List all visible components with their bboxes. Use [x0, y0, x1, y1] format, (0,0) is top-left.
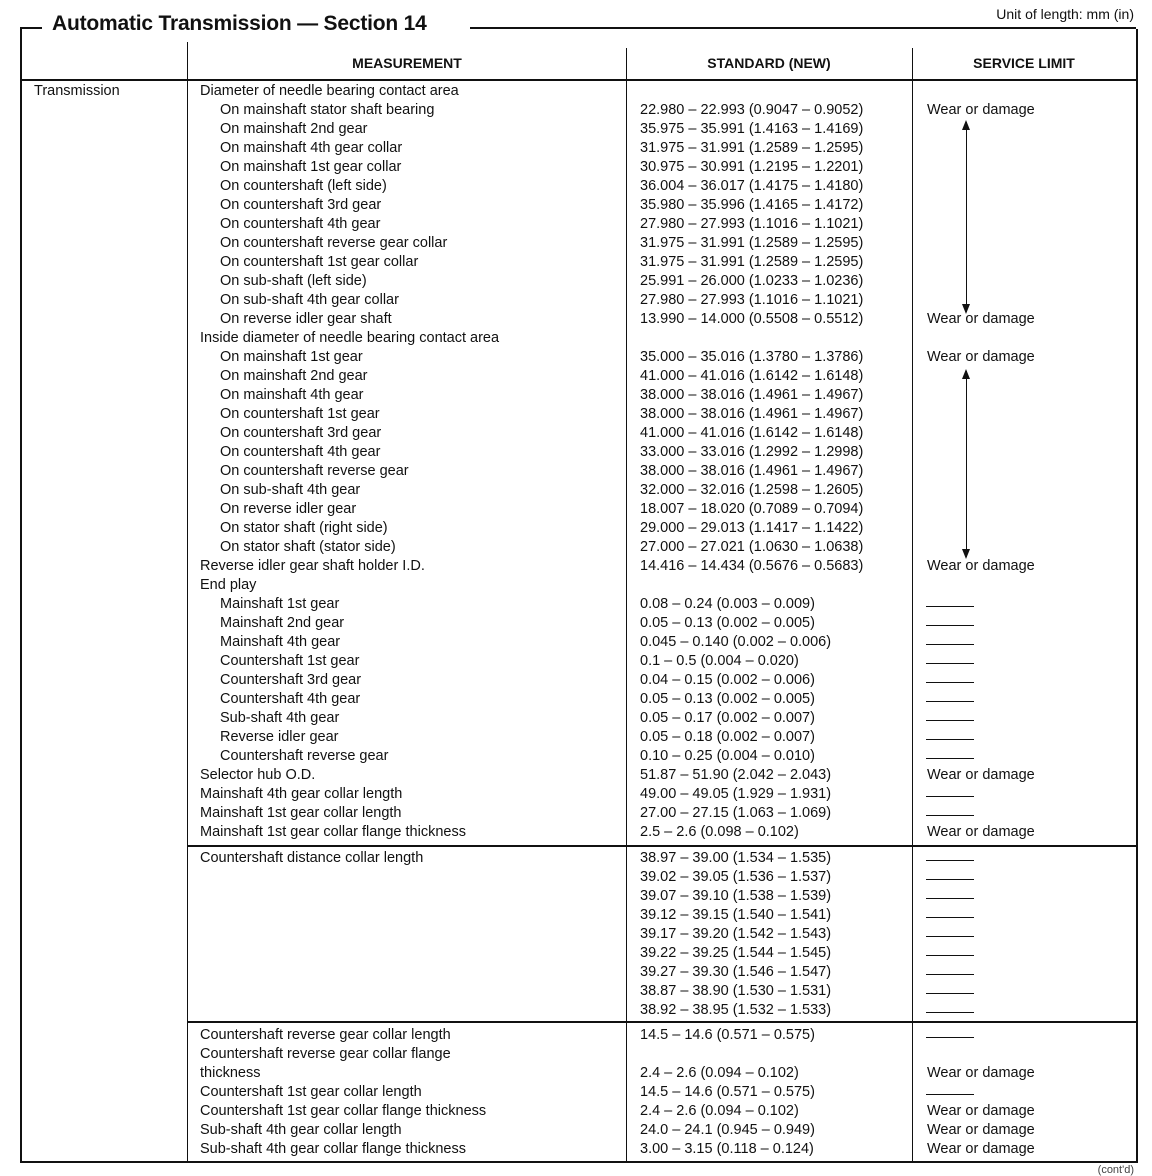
measurement-label: On countershaft (left side) — [220, 178, 387, 194]
standard-value: 51.87 – 51.90 (2.042 – 2.043) — [640, 767, 832, 783]
range-arrow-icon — [966, 371, 967, 557]
measurement-label: Countershaft reverse gear collar flange — [200, 1046, 451, 1062]
service-limit-value: Wear or damage — [927, 1103, 1035, 1119]
measurement-label: On countershaft reverse gear collar — [220, 235, 448, 251]
standard-value: 27.00 – 27.15 (1.063 – 1.069) — [640, 805, 832, 821]
no-limit-dash-icon — [926, 1012, 974, 1013]
standard-value: 38.87 – 38.90 (1.530 – 1.531) — [640, 983, 832, 999]
header-rule — [20, 79, 1136, 81]
measurement-label: Mainshaft 4th gear collar length — [200, 786, 403, 802]
range-arrow-icon — [966, 122, 967, 312]
measurement-label: Countershaft distance collar length — [200, 850, 424, 866]
measurement-label: On sub-shaft 4th gear collar — [220, 292, 399, 308]
column-divider-3 — [912, 48, 913, 1161]
standard-value: 31.975 – 31.991 (1.2589 – 1.2595) — [640, 235, 864, 251]
measurement-label: thickness — [200, 1065, 261, 1081]
column-header-measurement: MEASUREMENT — [352, 55, 462, 71]
measurement-label: On countershaft reverse gear — [220, 463, 409, 479]
no-limit-dash-icon — [926, 644, 974, 645]
measurement-label: On stator shaft (right side) — [220, 520, 388, 536]
measurement-label: Sub-shaft 4th gear — [220, 710, 340, 726]
measurement-label: Countershaft reverse gear collar length — [200, 1027, 451, 1043]
standard-value: 18.007 – 18.020 (0.7089 – 0.7094) — [640, 501, 864, 517]
standard-value: 39.02 – 39.05 (1.536 – 1.537) — [640, 869, 832, 885]
measurement-label: Countershaft 4th gear — [220, 691, 361, 707]
measurement-label: Mainshaft 4th gear — [220, 634, 341, 650]
measurement-label: On mainshaft 1st gear collar — [220, 159, 402, 175]
no-limit-dash-icon — [926, 625, 974, 626]
no-limit-dash-icon — [926, 993, 974, 994]
measurement-label: Selector hub O.D. — [200, 767, 316, 783]
measurement-label: Reverse idler gear — [220, 729, 339, 745]
measurement-label: Reverse idler gear shaft holder I.D. — [200, 558, 425, 574]
measurement-label: On mainshaft 1st gear — [220, 349, 363, 365]
no-limit-dash-icon — [926, 974, 974, 975]
standard-value: 0.04 – 0.15 (0.002 – 0.006) — [640, 672, 815, 688]
category-label: Transmission — [34, 83, 120, 99]
group-rule-1 — [187, 845, 1136, 847]
standard-value: 38.000 – 38.016 (1.4961 – 1.4967) — [640, 406, 864, 422]
service-limit-value: Wear or damage — [927, 1122, 1035, 1138]
column-divider-1 — [187, 42, 188, 1161]
no-limit-dash-icon — [926, 701, 974, 702]
no-limit-dash-icon — [926, 879, 974, 880]
standard-value: 41.000 – 41.016 (1.6142 – 1.6148) — [640, 368, 864, 384]
no-limit-dash-icon — [926, 1094, 974, 1095]
standard-value: 22.980 – 22.993 (0.9047 – 0.9052) — [640, 102, 864, 118]
standard-value: 25.991 – 26.000 (1.0233 – 1.0236) — [640, 273, 864, 289]
standard-value: 2.4 – 2.6 (0.094 – 0.102) — [640, 1103, 799, 1119]
no-limit-dash-icon — [926, 720, 974, 721]
standard-value: 0.1 – 0.5 (0.004 – 0.020) — [640, 653, 799, 669]
measurement-label: On countershaft 4th gear — [220, 444, 381, 460]
measurement-label: On countershaft 3rd gear — [220, 197, 382, 213]
measurement-label: Countershaft 1st gear collar length — [200, 1084, 422, 1100]
measurement-label: On reverse idler gear shaft — [220, 311, 392, 327]
measurement-label: Sub-shaft 4th gear collar length — [200, 1122, 402, 1138]
no-limit-dash-icon — [926, 796, 974, 797]
standard-value: 39.12 – 39.15 (1.540 – 1.541) — [640, 907, 832, 923]
standard-value: 35.980 – 35.996 (1.4165 – 1.4172) — [640, 197, 864, 213]
measurement-label: On countershaft 1st gear collar — [220, 254, 419, 270]
standard-value: 32.000 – 32.016 (1.2598 – 1.2605) — [640, 482, 864, 498]
standard-value: 36.004 – 36.017 (1.4175 – 1.4180) — [640, 178, 864, 194]
measurement-label: Sub-shaft 4th gear collar flange thickness — [200, 1141, 466, 1157]
service-limit-value: Wear or damage — [927, 1141, 1035, 1157]
standard-value: 38.92 – 38.95 (1.532 – 1.533) — [640, 1002, 832, 1018]
standard-value: 38.000 – 38.016 (1.4961 – 1.4967) — [640, 387, 864, 403]
measurement-label: On sub-shaft 4th gear — [220, 482, 361, 498]
standard-value: 2.4 – 2.6 (0.094 – 0.102) — [640, 1065, 799, 1081]
standard-value: 35.000 – 35.016 (1.3780 – 1.3786) — [640, 349, 864, 365]
no-limit-dash-icon — [926, 606, 974, 607]
measurement-label: End play — [200, 577, 257, 593]
standard-value: 0.08 – 0.24 (0.003 – 0.009) — [640, 596, 815, 612]
standard-value: 49.00 – 49.05 (1.929 – 1.931) — [640, 786, 832, 802]
standard-value: 0.05 – 0.17 (0.002 – 0.007) — [640, 710, 815, 726]
measurement-label: On stator shaft (stator side) — [220, 539, 396, 555]
standard-value: 39.22 – 39.25 (1.544 – 1.545) — [640, 945, 832, 961]
standard-value: 0.05 – 0.13 (0.002 – 0.005) — [640, 691, 815, 707]
measurement-label: Countershaft 1st gear — [220, 653, 360, 669]
standard-value: 14.416 – 14.434 (0.5676 – 0.5683) — [640, 558, 864, 574]
standard-value: 41.000 – 41.016 (1.6142 – 1.6148) — [640, 425, 864, 441]
standard-value: 33.000 – 33.016 (1.2992 – 1.2998) — [640, 444, 864, 460]
measurement-label: On mainshaft 4th gear collar — [220, 140, 403, 156]
measurement-label: On sub-shaft (left side) — [220, 273, 367, 289]
standard-value: 39.17 – 39.20 (1.542 – 1.543) — [640, 926, 832, 942]
no-limit-dash-icon — [926, 917, 974, 918]
service-limit-value: Wear or damage — [927, 558, 1035, 574]
measurement-label: Countershaft 1st gear collar flange thickness — [200, 1103, 487, 1119]
measurement-label: Countershaft reverse gear — [220, 748, 389, 764]
standard-value: 0.05 – 0.13 (0.002 – 0.005) — [640, 615, 815, 631]
no-limit-dash-icon — [926, 663, 974, 664]
no-limit-dash-icon — [926, 758, 974, 759]
service-limit-value: Wear or damage — [927, 311, 1035, 327]
measurement-label: Diameter of needle bearing contact area — [200, 83, 459, 99]
measurement-label: On mainshaft 2nd gear — [220, 121, 368, 137]
standard-value: 39.27 – 39.30 (1.546 – 1.547) — [640, 964, 832, 980]
standard-value: 31.975 – 31.991 (1.2589 – 1.2595) — [640, 254, 864, 270]
column-header-standard: STANDARD (NEW) — [707, 55, 831, 71]
column-divider-2 — [626, 48, 627, 1161]
service-limit-value: Wear or damage — [927, 767, 1035, 783]
standard-value: 24.0 – 24.1 (0.945 – 0.949) — [640, 1122, 815, 1138]
standard-value: 38.97 – 39.00 (1.534 – 1.535) — [640, 850, 832, 866]
standard-value: 13.990 – 14.000 (0.5508 – 0.5512) — [640, 311, 864, 327]
page-title: Automatic Transmission — Section 14 — [52, 12, 437, 36]
column-header-service-limit: SERVICE LIMIT — [973, 55, 1075, 71]
standard-value: 2.5 – 2.6 (0.098 – 0.102) — [640, 824, 799, 840]
group-rule-2 — [187, 1021, 1136, 1023]
measurement-label: Inside diameter of needle bearing contact area — [200, 330, 500, 346]
standard-value: 27.980 – 27.993 (1.1016 – 1.1021) — [640, 216, 864, 232]
standard-value: 38.000 – 38.016 (1.4961 – 1.4967) — [640, 463, 864, 479]
measurement-label: On mainshaft stator shaft bearing — [220, 102, 435, 118]
no-limit-dash-icon — [926, 898, 974, 899]
measurement-label: On mainshaft 2nd gear — [220, 368, 368, 384]
measurement-label: On countershaft 3rd gear — [220, 425, 382, 441]
continued-note: (cont'd) — [1097, 1164, 1134, 1176]
service-limit-value: Wear or damage — [927, 824, 1035, 840]
measurement-label: On reverse idler gear — [220, 501, 357, 517]
measurement-label: Mainshaft 1st gear — [220, 596, 340, 612]
service-limit-value: Wear or damage — [927, 102, 1035, 118]
standard-value: 14.5 – 14.6 (0.571 – 0.575) — [640, 1027, 815, 1043]
no-limit-dash-icon — [926, 815, 974, 816]
no-limit-dash-icon — [926, 1037, 974, 1038]
standard-value: 0.05 – 0.18 (0.002 – 0.007) — [640, 729, 815, 745]
standard-value: 35.975 – 35.991 (1.4163 – 1.4169) — [640, 121, 864, 137]
measurement-label: Countershaft 3rd gear — [220, 672, 362, 688]
standard-value: 30.975 – 30.991 (1.2195 – 1.2201) — [640, 159, 864, 175]
measurement-label: On countershaft 4th gear — [220, 216, 381, 232]
standard-value: 27.980 – 27.993 (1.1016 – 1.1021) — [640, 292, 864, 308]
standard-value: 39.07 – 39.10 (1.538 – 1.539) — [640, 888, 832, 904]
no-limit-dash-icon — [926, 739, 974, 740]
measurement-label: On countershaft 1st gear — [220, 406, 380, 422]
standard-value: 0.045 – 0.140 (0.002 – 0.006) — [640, 634, 832, 650]
standard-value: 29.000 – 29.013 (1.1417 – 1.1422) — [640, 520, 864, 536]
no-limit-dash-icon — [926, 860, 974, 861]
measurement-label: On mainshaft 4th gear — [220, 387, 364, 403]
standard-value: 0.10 – 0.25 (0.004 – 0.010) — [640, 748, 815, 764]
unit-note: Unit of length: mm (in) — [996, 6, 1134, 22]
standard-value: 27.000 – 27.021 (1.0630 – 1.0638) — [640, 539, 864, 555]
measurement-label: Mainshaft 1st gear collar flange thickness — [200, 824, 466, 840]
service-limit-value: Wear or damage — [927, 1065, 1035, 1081]
no-limit-dash-icon — [926, 955, 974, 956]
measurement-label: Mainshaft 1st gear collar length — [200, 805, 402, 821]
measurement-label: Mainshaft 2nd gear — [220, 615, 345, 631]
no-limit-dash-icon — [926, 682, 974, 683]
no-limit-dash-icon — [926, 936, 974, 937]
standard-value: 31.975 – 31.991 (1.2589 – 1.2595) — [640, 140, 864, 156]
standard-value: 3.00 – 3.15 (0.118 – 0.124) — [640, 1141, 814, 1157]
standard-value: 14.5 – 14.6 (0.571 – 0.575) — [640, 1084, 815, 1100]
service-limit-value: Wear or damage — [927, 349, 1035, 365]
